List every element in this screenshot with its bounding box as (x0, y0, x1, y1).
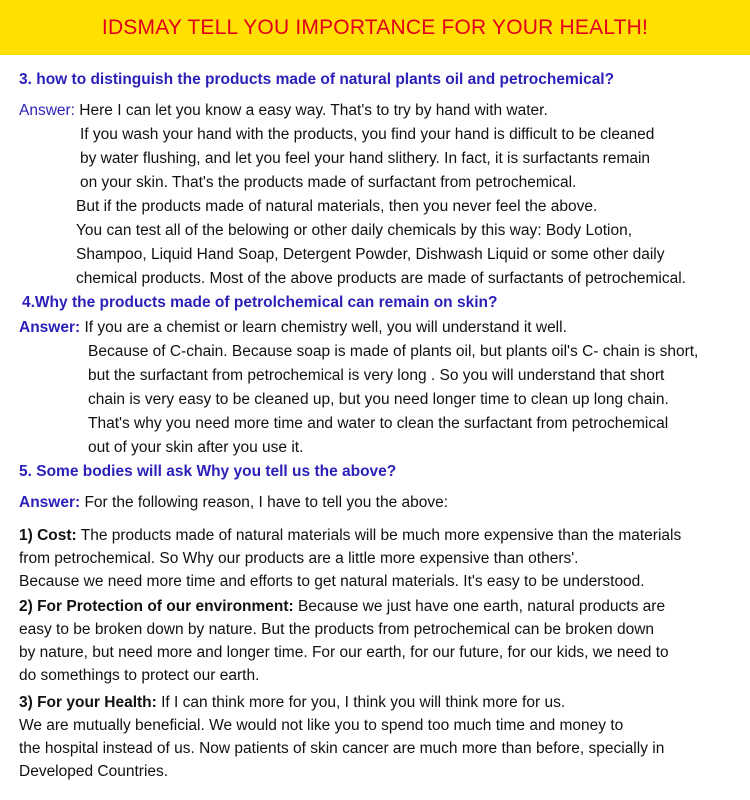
point-health-line: the hospital instead of us. Now patients of skin cancer are much more than before, specially in (19, 740, 665, 757)
answer-text: If you are a chemist or learn chemistry well, you will understand it well. (80, 319, 567, 336)
point-environment-line: easy to be broken down by nature. But the products from petrochemical can be broken down (19, 621, 655, 638)
point-health-line: We are mutually beneficial. We would not like you to spend too much time and money to (19, 717, 624, 734)
point-label: 3) For your Health: (19, 694, 157, 711)
answer-4-line: Because of C-chain. Because soap is made of plants oil, but plants oil's C- chain is short, (88, 343, 699, 360)
answer-text: Here I can let you know a easy way. That's to try by hand with water. (75, 102, 548, 119)
answer-3-line: chemical products. Most of the above products are made of surfactants of petrochemical. (76, 270, 686, 287)
answer-3-line: If you wash your hand with the products, you find your hand is difficult to be cleaned (80, 126, 655, 143)
answer-3-first-line (19, 101, 548, 121)
answer-4-line: That's why you need more time and water to clean the surfactant from petrochemical (88, 415, 669, 432)
point-label: 2) For Protection of our environment: (19, 598, 294, 615)
point-health-first-line (19, 693, 565, 713)
question-3: 3. how to distinguish the products made of natural plants oil and petrochemical? (19, 71, 615, 88)
answer-3-line: Shampoo, Liquid Hand Soap, Detergent Powder, Dishwash Liquid or some other daily (76, 246, 665, 263)
answer-4-line: but the surfactant from petrochemical is very long . So you will understand that short (88, 367, 665, 384)
point-text: Because we just have one earth, natural products are (293, 598, 666, 615)
point-cost-line: from petrochemical. So Why our products are a little more expensive than others'. (19, 550, 579, 567)
answer-3-line: by water flushing, and let you feel your hand slithery. In fact, it is surfactants remain (80, 150, 651, 167)
point-cost-line: Because we need more time and efforts to get natural materials. It's easy to be understood. (19, 573, 645, 590)
answer-4-line: out of your skin after you use it. (88, 439, 304, 456)
answer-3-line: You can test all of the belowing or other daily chemicals by this way: Body Lotion, (76, 222, 633, 239)
answer-5-line (19, 493, 448, 513)
point-environment-first-line (19, 597, 665, 617)
point-text: The products made of natural materials will be much more expensive than the materials (76, 527, 682, 544)
point-cost-first-line (19, 526, 681, 546)
answer-label: Answer: (19, 319, 81, 336)
point-text: If I can think more for you, I think you will think more for us. (156, 694, 566, 711)
title-banner (0, 0, 750, 55)
answer-label: Answer: (19, 494, 81, 511)
point-health-line: Developed Countries. (19, 763, 169, 780)
answer-4-line: chain is very easy to be cleaned up, but you need longer time to clean up long chain. (88, 391, 669, 408)
page-title: IDSMAY TELL YOU IMPORTANCE FOR YOUR HEALTH! (101, 15, 649, 39)
point-environment-line: do somethings to protect our earth. (19, 667, 260, 684)
question-4: 4.Why the products made of petrolchemical can remain on skin? (22, 294, 498, 311)
question-5: 5. Some bodies will ask Why you tell us the above? (19, 463, 397, 480)
answer-3-line: But if the products made of natural materials, then you never feel the above. (76, 198, 598, 215)
answer-label: Answer: (19, 102, 75, 119)
answer-3-line: on your skin. That's the products made of surfactant from petrochemical. (80, 174, 577, 191)
point-environment-line: by nature, but need more and longer time. For our earth, for our future, for our kids, we need to (19, 644, 669, 661)
answer-text: For the following reason, I have to tell you the above: (80, 494, 449, 511)
point-label: 1) Cost: (19, 527, 77, 544)
answer-4-first-line (19, 318, 567, 338)
